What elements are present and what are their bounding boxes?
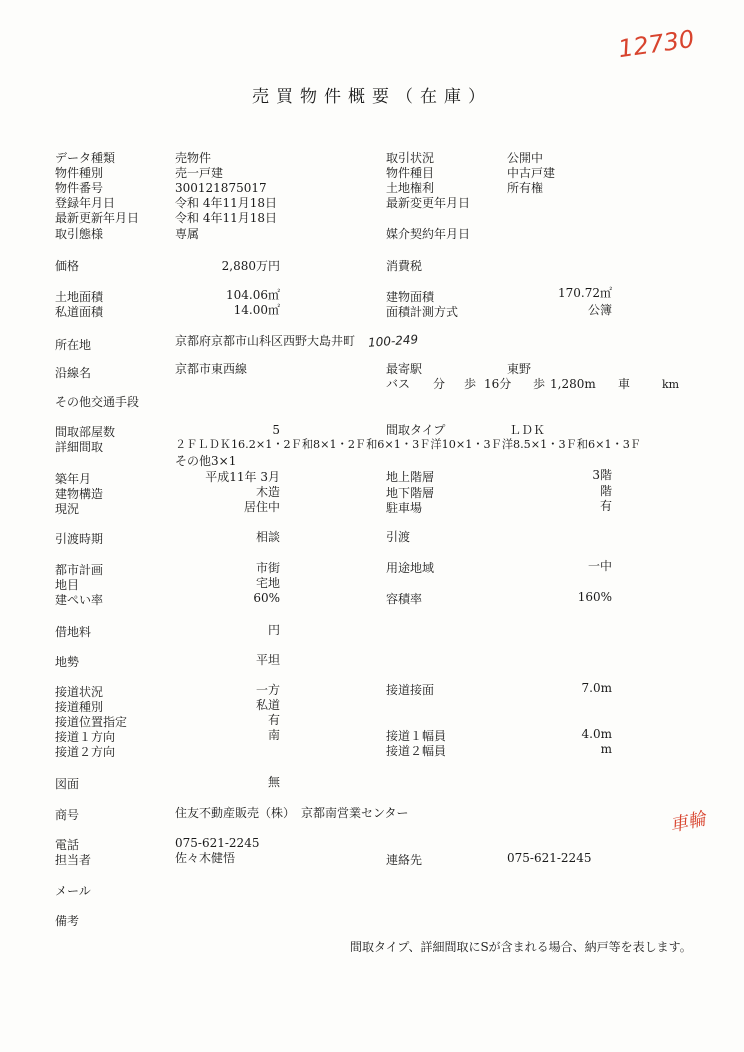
value-lease: 円 [267,623,280,637]
label-mail: メール [55,884,91,898]
label-deal-status: 取引状況 [386,151,435,165]
value-zone: 一中 [587,559,612,573]
footnote: 間取タイプ、詳細間取にSが含まれる場合、納戸等を表します。 [350,940,692,954]
value-deal-form: 専属 [175,227,200,241]
value-area-method: 公簿 [587,303,612,317]
value-road-face: 7.0m [581,681,612,695]
car-label: 車 [618,377,631,391]
label-note: 備考 [55,914,80,928]
value-road-pos: 有 [267,713,280,727]
value-upd-date: 令和 4年11月18日 [175,211,277,225]
value-floors-down: 階 [599,484,612,498]
value-location: 京都府京都市山科区西野大島井町 [175,334,356,348]
value-road-width-1: 4.0m [581,727,612,741]
label-drawing: 図面 [55,777,80,791]
walk-label-2: 歩 [533,377,546,391]
label-price: 価格 [55,259,80,273]
label-staff: 担当者 [55,853,92,867]
label-zone: 用途地域 [386,561,435,575]
label-prop-type: 物件種別 [55,166,104,180]
label-bcr: 建ぺい率 [55,593,104,607]
value-road-dir-1: 南 [267,728,280,742]
label-far: 容積率 [386,592,423,606]
label-road-dir-2: 接道２方向 [55,745,116,759]
label-floors-down: 地下階層 [386,486,435,500]
value-road-width-2: m [600,742,612,756]
label-location: 所在地 [55,338,92,352]
value-road-area: 14.00㎡ [233,303,280,317]
handwritten-code: 12730 [616,24,696,64]
value-handover: 相談 [255,530,280,544]
value-city-plan: 市街 [255,561,280,575]
value-road-kind: 私道 [255,698,280,712]
label-tax: 消費税 [386,259,423,273]
label-city-plan: 都市計画 [55,563,104,577]
value-drawing: 無 [267,775,280,789]
label-lease: 借地料 [55,625,92,639]
bus-min-label: 分 [433,377,446,391]
label-contact: 連絡先 [386,853,423,867]
value-phone: 075-621-2245 [175,836,260,850]
value-status: 居住中 [243,500,280,514]
label-road-dir-1: 接道１方向 [55,730,116,744]
label-road-width-1: 接道１幅員 [386,729,447,743]
label-chg-date: 最新変更年月日 [386,196,471,210]
label-floors-up: 地上階層 [386,470,435,484]
label-med-date: 媒介契約年月日 [386,227,471,241]
label-parking: 駐車場 [386,501,423,515]
label-reg-date: 登録年月日 [55,196,116,210]
bus-label: バス [386,377,411,391]
label-road-area: 私道面積 [55,305,104,319]
label-other-transport: その他交通手段 [55,395,140,409]
label-area-method: 面積計測方式 [386,305,459,319]
value-road-status: 一方 [255,683,280,697]
value-detail-layout-1: ２ＦＬＤＫ16.2×1・2Ｆ和8×1・2Ｆ和6×1・3Ｆ洋10×1・3Ｆ洋8.5×1・3Ｆ和6×1・3Ｆ [175,438,642,451]
label-data-type: データ種類 [55,151,116,165]
value-bldg-area: 170.72㎡ [558,286,612,300]
value-data-type: 売物件 [175,151,212,165]
label-prop-no: 物件番号 [55,181,104,195]
value-land-cat: 宅地 [255,576,280,590]
value-company: 住友不動産販売（株） 京都南営業センター [175,806,409,820]
value-land-area: 104.06㎡ [226,288,280,302]
walk-minutes: 16分 [484,377,512,391]
label-line: 沿線名 [55,366,92,380]
walk-distance: 1,280m [550,377,596,391]
value-bcr: 60% [253,591,280,605]
label-company: 商号 [55,808,80,822]
label-prop-item: 物件種目 [386,166,435,180]
value-prop-type: 売一戸建 [175,166,224,180]
value-detail-layout-2: その他3×1 [175,454,237,468]
label-road-status: 接道状況 [55,685,104,699]
label-land-right: 土地権利 [386,181,435,195]
label-detail-layout: 詳細間取 [55,440,104,454]
handwritten-address-number: 100-249 [367,332,419,350]
label-layout-type: 間取タイプ [386,423,446,437]
handwritten-stamp: 車輪 [668,808,708,837]
value-price: 2,880万円 [221,259,280,273]
value-layout-type: ＬＤＫ [509,423,546,437]
label-road-face: 接道接面 [386,683,435,697]
label-road-kind: 接道種別 [55,700,104,714]
label-built: 築年月 [55,472,92,486]
value-rooms: 5 [272,423,280,437]
value-reg-date: 令和 4年11月18日 [175,196,277,210]
value-structure: 木造 [255,485,280,499]
label-structure: 建物構造 [55,487,104,501]
label-phone: 電話 [55,838,80,852]
value-prop-no: 300121875017 [175,181,267,195]
walk-label: 歩 [464,377,477,391]
label-land-cat: 地目 [55,578,80,592]
label-handover: 引渡時期 [55,532,104,546]
label-handover-2: 引渡 [386,530,411,544]
value-parking: 有 [599,499,612,513]
label-station: 最寄駅 [386,362,423,376]
label-deal-form: 取引態様 [55,227,104,241]
value-terrain: 平坦 [255,653,280,667]
value-line: 京都市東西線 [175,362,248,376]
label-terrain: 地勢 [55,655,80,669]
value-staff: 佐々木健悟 [175,851,236,865]
label-rooms: 間取部屋数 [55,425,116,439]
value-contact: 075-621-2245 [507,851,592,865]
label-upd-date: 最新更新年月日 [55,211,140,225]
value-floors-up: 3階 [592,468,612,482]
label-road-pos: 接道位置指定 [55,715,128,729]
value-station: 東野 [507,362,532,376]
value-deal-status: 公開中 [507,151,544,165]
value-far: 160% [577,590,612,604]
value-built: 平成11年 3月 [205,470,280,484]
label-status: 現況 [55,502,80,516]
label-road-width-2: 接道２幅員 [386,744,447,758]
label-bldg-area: 建物面積 [386,290,435,304]
page-title: 売買物件概要（在庫） [252,87,492,107]
label-land-area: 土地面積 [55,290,104,304]
km-label: km [662,378,680,391]
value-prop-item: 中古戸建 [507,166,556,180]
value-land-right: 所有権 [507,181,544,195]
